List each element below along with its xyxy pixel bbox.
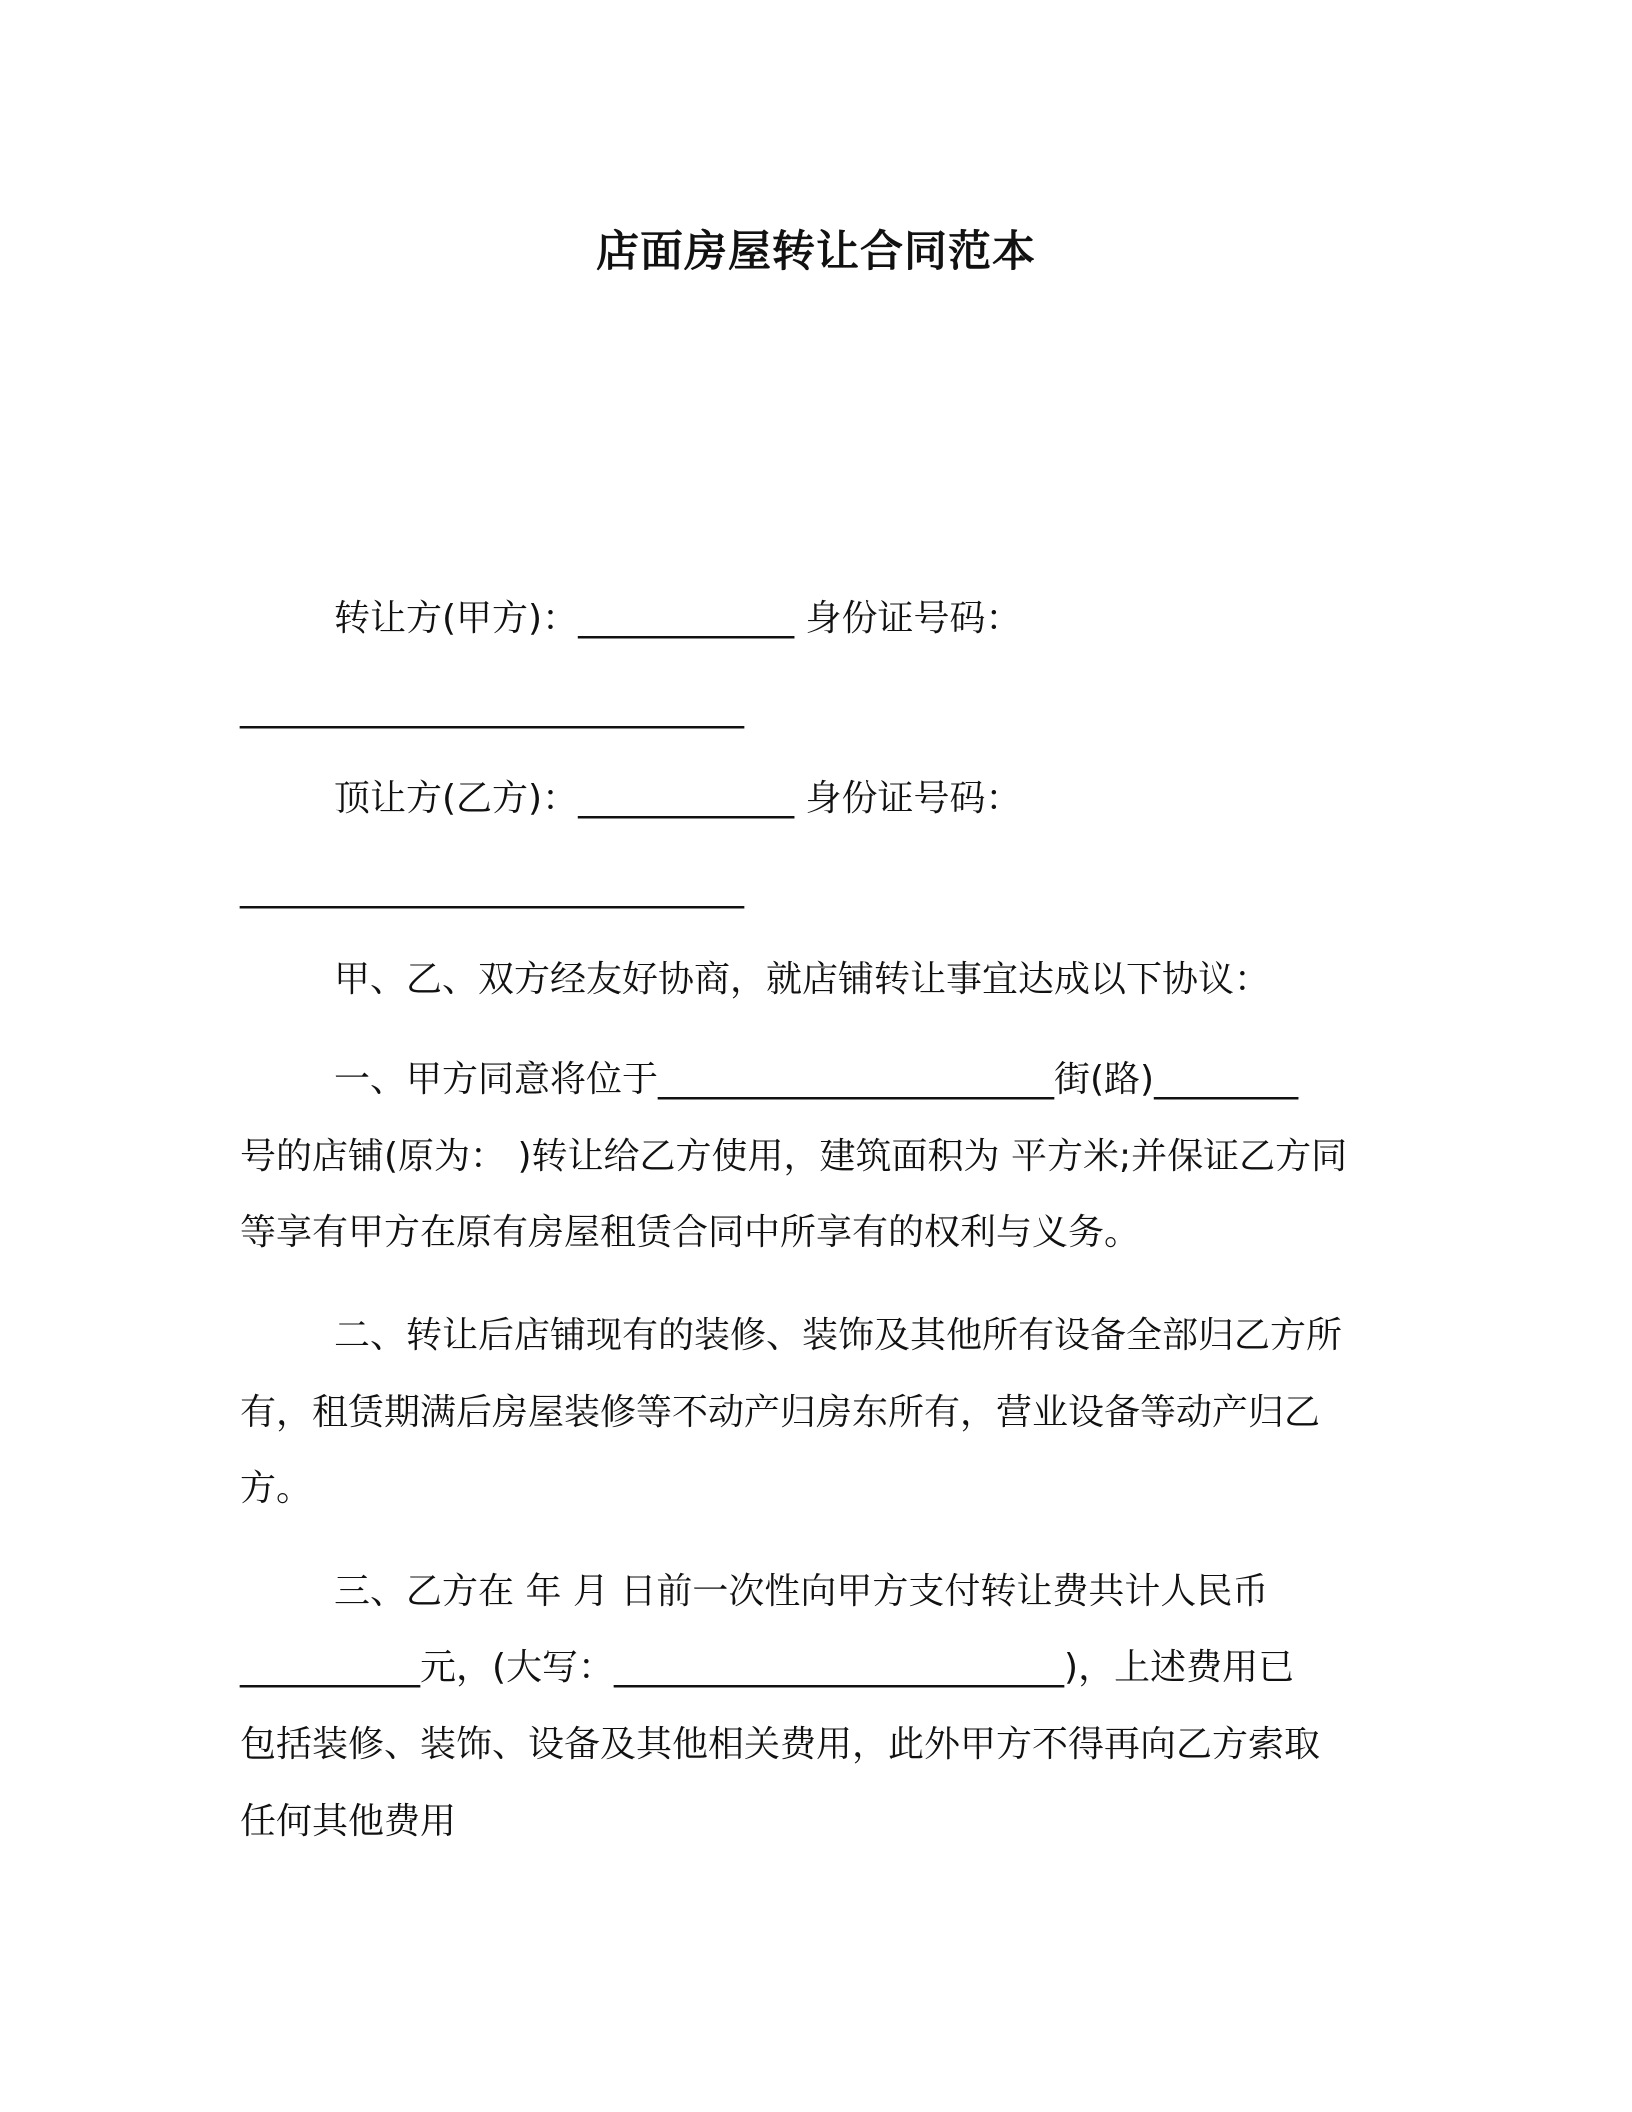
document-title: 店面房屋转让合同范本: [596, 227, 1036, 277]
clause-3-line-3: 包括装修、装饰、设备及其他相关费用，此外甲方不得再向乙方索取: [240, 1724, 1321, 1765]
clause-1-line-3: 等享有甲方在原有房屋租赁合同中所享有的权利与义务。: [240, 1212, 1141, 1253]
party-a-line: 转让方(甲方)：____________ 身份证号码：: [334, 598, 1022, 639]
clause-3-line-4: 任何其他费用: [240, 1801, 457, 1842]
clause-2-line-1: 二、转让后店铺现有的装修、装饰及其他所有设备全部归乙方所: [334, 1315, 1343, 1356]
clause-1-line-2: 号的店铺(原为： )转让给乙方使用，建筑面积为 平方米;并保证乙方同: [240, 1136, 1348, 1177]
clause-2-line-3: 方。: [240, 1468, 313, 1509]
party-a-id-blank: ____________________________: [240, 688, 744, 729]
clause-3-line-2: __________元，(大写：_________________________)，上述费用已: [240, 1647, 1295, 1688]
clause-3-line-1: 三、乙方在 年 月 日前一次性向甲方支付转让费共计人民币: [334, 1571, 1269, 1612]
clause-1-line-1: 一、甲方同意将位于______________________街(路)________: [334, 1059, 1299, 1100]
clause-2-line-2: 有，租赁期满后房屋装修等不动产归房东所有，营业设备等动产归乙: [240, 1392, 1321, 1433]
intro-paragraph: 甲、乙、双方经友好协商，就店铺转让事宜达成以下协议：: [334, 959, 1271, 1000]
party-b-line: 顶让方(乙方)：____________ 身份证号码：: [334, 778, 1022, 819]
party-b-id-blank: ____________________________: [240, 868, 744, 909]
